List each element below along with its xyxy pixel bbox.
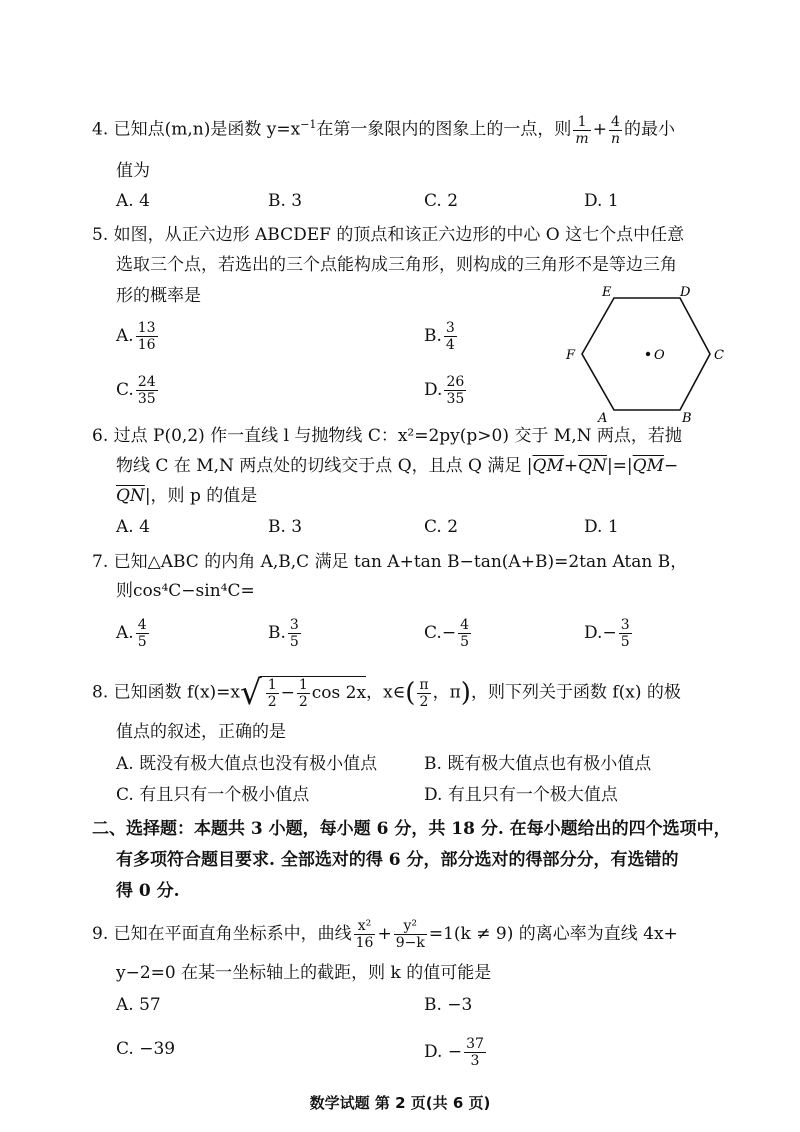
q8-line2: 值点的叙述，正确的是	[116, 722, 286, 742]
label-d: D	[680, 285, 691, 300]
q7-option-a: A. $\frac{4}{5}$	[116, 617, 147, 650]
q4-sup: −1	[300, 118, 317, 131]
q5-option-a: A. $\frac{13}{16}$	[116, 320, 156, 353]
q9-option-c: C. −39	[116, 1039, 176, 1059]
q9-option-b: B. −3	[424, 995, 473, 1015]
q4-text-a: 4. 已知点(m,n)是函数 y=x	[92, 119, 301, 140]
q4-option-a: A. 4	[116, 191, 150, 211]
section2-line1: 二、选择题：本题共 3 小题，每小题 6 分，共 18 分. 在每小题给出的四个选项中，	[92, 819, 731, 839]
q4-line1: 4. 已知点(m,n)是函数 $y=x^{-1}$在第一象限内的图象上的一点，则 $\frac{1}{m}$ + $\frac{4}{n}$ 的最小	[92, 113, 675, 147]
q9-line2: y−2=0 在某一坐标轴上的截距，则 k 的值可能是	[116, 963, 492, 983]
label-e: E	[602, 285, 612, 300]
q7-option-b: B. $\frac{3}{5}$	[268, 617, 299, 650]
q5-option-d: D. $\frac{26}{35}$	[424, 374, 465, 407]
q4-option-c: C. 2	[424, 191, 459, 211]
q5-line2: 选取三个点，若选出的三个点能构成三角形，则构成的三角形不是等边三角	[116, 255, 677, 275]
center-point-o	[646, 352, 650, 356]
q4-frac-1: $\frac{1}{m}$	[575, 113, 589, 147]
sqrt-symbol: √	[240, 673, 262, 713]
q8-option-b: B. 既有极大值点也有极小值点	[424, 754, 652, 774]
q4-text-c: 的最小	[623, 119, 675, 140]
q9-option-d: D. − $\frac{37}{3}$	[424, 1036, 484, 1069]
q9-line1: 9. 已知在平面直角坐标系中，曲线 $\frac{\text{x²}}{16}$ + $\frac{\text{y²}}{9-k}$ =1(k ≠ 9) 的离心率为直线 4x+	[92, 918, 678, 951]
q7-option-d: D.− $\frac{3}{5}$	[584, 617, 630, 650]
label-o: O	[654, 348, 665, 363]
q6-option-a: A. 4	[116, 517, 150, 537]
label-f: F	[566, 348, 576, 363]
q6-line2: 物线 C 在 M,N 两点处的切线交于点 Q，且点 Q 满足 $|\overline{QM}+\overline{QN}|=|\overline{QM}-$	[116, 456, 679, 476]
q4-option-b: B. 3	[268, 191, 303, 211]
label-c: C	[714, 348, 724, 363]
section2-line2: 有多项符合题目要求. 全部选对的得 6 分，部分选对的得部分分，有选错的	[116, 850, 679, 870]
label-b: B	[682, 411, 692, 425]
q5-option-b: B. $\frac{3}{4}$	[424, 320, 455, 353]
q6-line1: 6. 过点 P(0,2) 作一直线 l 与抛物线 C：x²=2py(p>0) 交于 M,N 两点，若抛	[92, 426, 682, 446]
q4-line2: 值为	[116, 161, 150, 181]
hexagon-figure	[560, 280, 750, 425]
q8-option-d: D. 有且只有一个极大值点	[424, 785, 618, 805]
q5-option-c: C. $\frac{24}{35}$	[116, 374, 156, 407]
q5-line3: 形的概率是	[116, 286, 201, 306]
q7-option-c: C.− $\frac{4}{5}$	[424, 617, 469, 650]
q6-option-b: B. 3	[268, 517, 303, 537]
section2-line3: 得 0 分.	[116, 881, 180, 901]
q8-option-c: C. 有且只有一个极小值点	[116, 785, 310, 805]
q7-line2: 则cos⁴C−sin⁴C=	[116, 581, 255, 601]
page-footer: 数学试题 第 2 页(共 6 页)	[309, 1094, 491, 1112]
q8-option-a: A. 既没有极大值点也没有极小值点	[116, 754, 378, 774]
q8-radicand: $\frac{1}{2}$ − $\frac{1}{2}$ cos 2x	[260, 676, 366, 710]
q6-option-c: C. 2	[424, 517, 459, 537]
q8-line1: 8. 已知函数 f(x)=x√ $\frac{1}{2}$ − $\frac{1}{2}$ cos 2x，x∈( $\frac{\pi}{2}$ ，π)，则下列关于函数 f(x) 的极	[92, 673, 681, 713]
q4-text-b: 在第一象限内的图象上的一点，则	[316, 119, 572, 140]
q4-option-d: D. 1	[584, 191, 619, 211]
q4-frac-2: $\frac{4}{n}$	[610, 113, 620, 147]
q5-line1: 5. 如图，从正六边形 ABCDEF 的顶点和该正六边形的中心 O 这七个点中任意	[92, 225, 685, 245]
q6-option-d: D. 1	[584, 517, 619, 537]
q7-line1: 7. 已知△ABC 的内角 A,B,C 满足 tan A+tan B−tan(A+B)=2tan Atan B，	[92, 552, 688, 572]
label-a: A	[598, 411, 608, 425]
q6-line3: $\overline{QN}|$，则 p 的值是	[116, 486, 258, 506]
q9-option-a: A. 57	[116, 995, 161, 1015]
